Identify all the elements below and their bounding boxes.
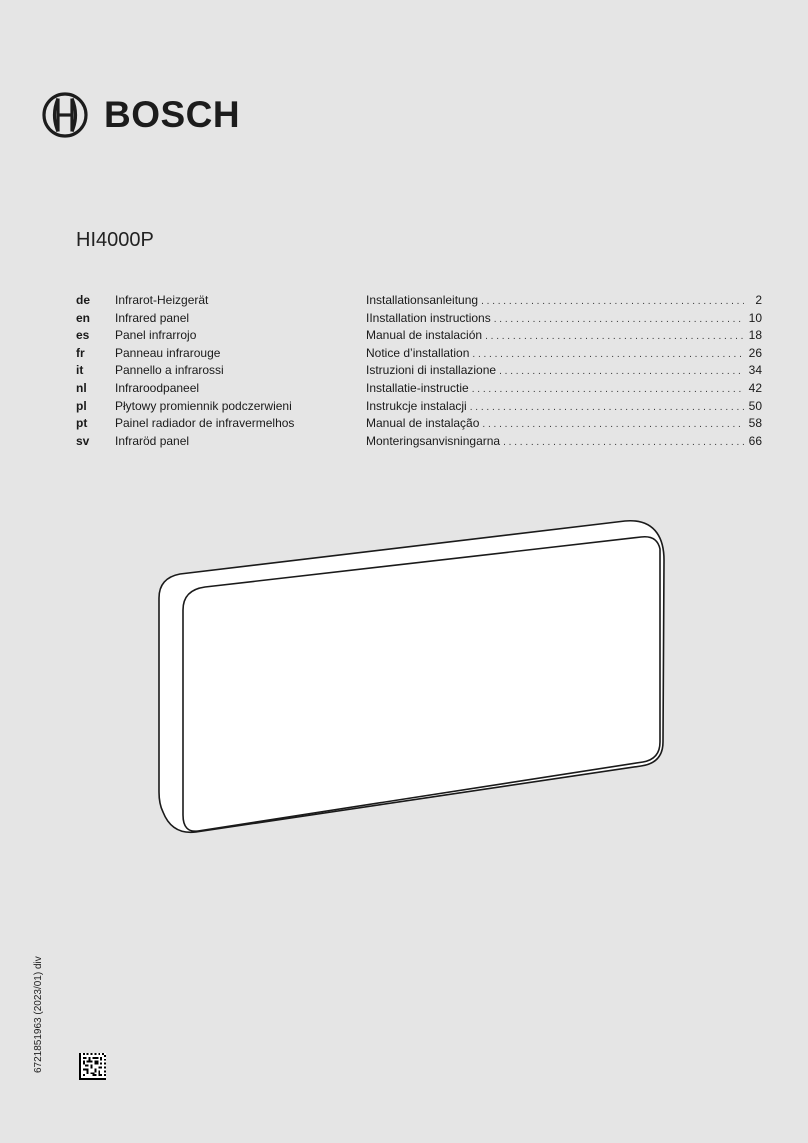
document-title: Installatie-instructie — [366, 380, 469, 395]
product-name: Infraröd panel — [115, 433, 190, 448]
page-number: 50 — [748, 398, 762, 413]
document-title: Istruzioni di installazione — [366, 363, 497, 378]
document-title: Installationsanleitung — [366, 293, 479, 307]
language-code: en — [76, 310, 91, 325]
document-number: 6721851963 (2023/01) div — [33, 956, 44, 1073]
toc-row-es[interactable] — [76, 328, 762, 346]
language-code: pt — [76, 416, 88, 431]
language-code: es — [76, 328, 90, 343]
dot-leader — [485, 331, 744, 342]
brand-name: BOSCH — [104, 94, 241, 135]
document-title: Manual de instalação — [366, 416, 480, 431]
document-title: IInstallation instructions — [366, 310, 491, 325]
product-name: Infrarot-Heizgerät — [115, 293, 209, 307]
product-name: Pannello a infrarossi — [115, 363, 224, 378]
dot-leader — [470, 402, 744, 413]
dot-leader — [472, 384, 744, 395]
page-number: 10 — [748, 310, 762, 325]
dot-leader — [482, 419, 744, 430]
toc-row-en[interactable] — [76, 311, 762, 329]
page-number: 26 — [748, 345, 762, 360]
page-number: 2 — [755, 293, 762, 307]
page-number: 58 — [748, 416, 762, 431]
datamatrix-code-icon — [79, 1053, 106, 1080]
dot-leader — [499, 366, 744, 377]
product-name: Płytowy promiennik podczerwieni — [115, 398, 292, 413]
language-code: fr — [76, 345, 85, 360]
language-code: it — [76, 363, 84, 378]
document-title: Monteringsanvisningarna — [366, 433, 501, 448]
product-name: Panel infrarrojo — [115, 328, 197, 343]
dot-leader — [481, 296, 744, 307]
language-code: sv — [76, 433, 90, 448]
language-code: pl — [76, 398, 87, 413]
dot-leader — [503, 437, 744, 448]
brand-logo — [42, 92, 240, 138]
product-name: Painel radiador de infravermelhos — [115, 416, 295, 431]
product-name: Infrared panel — [115, 310, 190, 325]
document-title: Instrukcje instalacji — [366, 398, 467, 413]
product-name: Panneau infrarouge — [115, 345, 221, 360]
page-number: 34 — [748, 363, 762, 378]
toc-row-sv[interactable] — [76, 434, 762, 452]
toc-row-it[interactable] — [76, 363, 762, 381]
page-number: 42 — [748, 380, 762, 395]
language-code: nl — [76, 380, 87, 395]
page-number: 18 — [748, 328, 762, 343]
language-contents-list — [76, 293, 762, 451]
toc-row-pl[interactable] — [76, 399, 762, 417]
document-title: Notice d’installation — [366, 345, 470, 360]
dot-leader — [472, 349, 744, 360]
bosch-armature-icon — [42, 92, 88, 138]
document-title: Manual de instalación — [366, 328, 483, 343]
toc-row-pt[interactable] — [76, 416, 762, 434]
toc-row-de[interactable] — [76, 293, 762, 311]
page-number: 66 — [748, 433, 762, 448]
language-code: de — [76, 293, 91, 307]
dot-leader — [494, 314, 744, 325]
infrared-panel-illustration — [150, 512, 670, 840]
model-title: HI4000P — [76, 229, 154, 251]
panel-front-face — [183, 537, 660, 831]
toc-row-nl[interactable] — [76, 381, 762, 399]
toc-row-fr[interactable] — [76, 346, 762, 364]
product-name: Infraroodpaneel — [115, 380, 200, 395]
